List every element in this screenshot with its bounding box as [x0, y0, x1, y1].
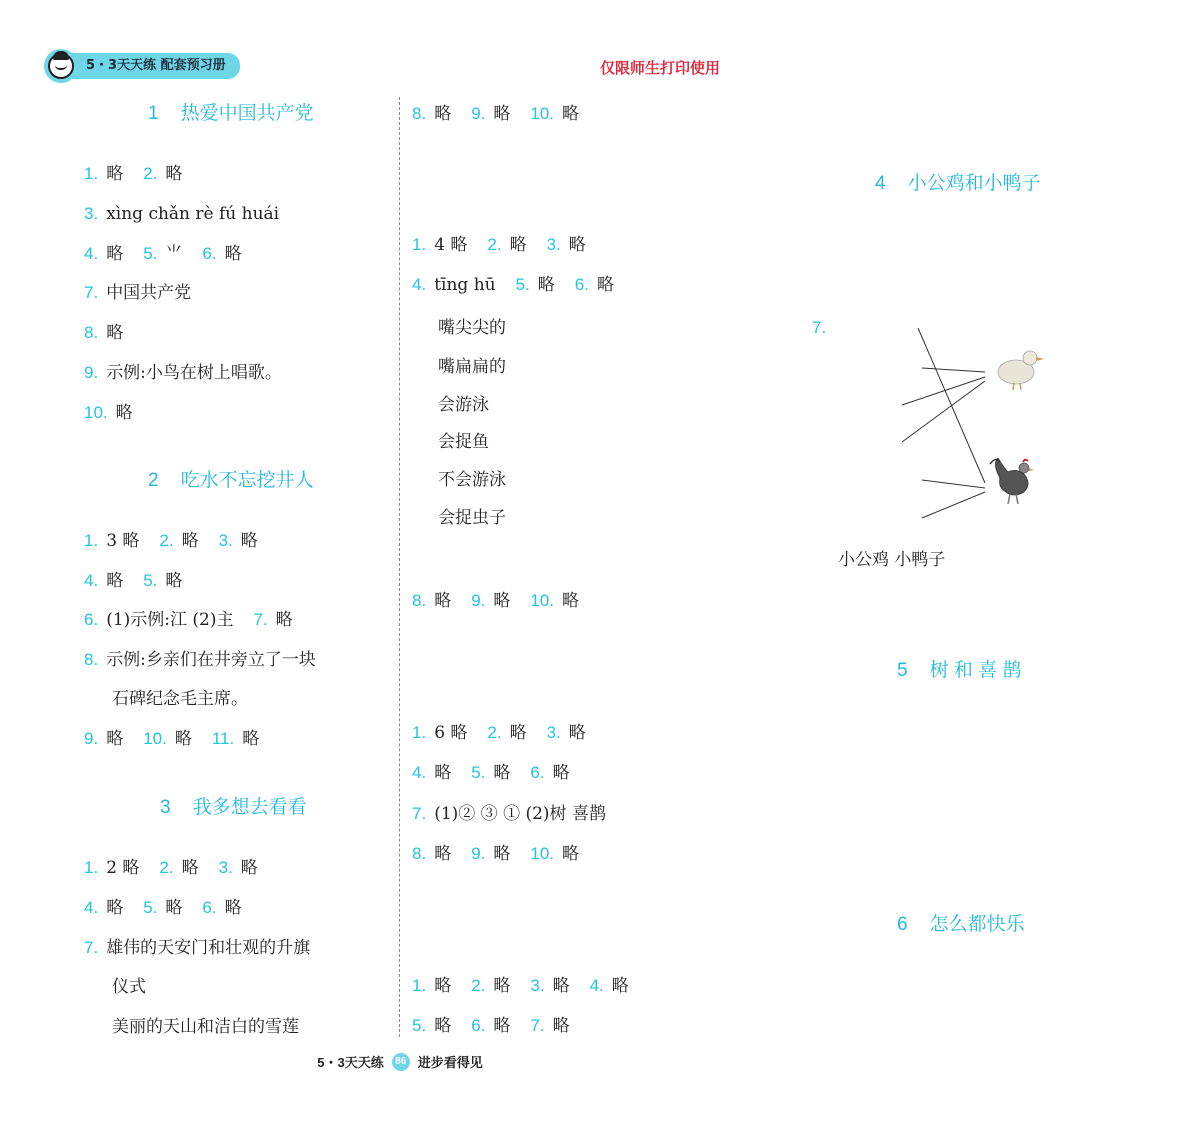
question-number: 5.: [515, 275, 530, 294]
lesson-5-title: 5 树 和 喜 鹊: [897, 660, 1022, 681]
answer-line: [84, 529, 258, 553]
answer-line: [84, 401, 133, 425]
question-number: 4.: [84, 243, 99, 263]
answer-text: 略: [596, 275, 614, 295]
question-number: 7.: [412, 803, 427, 823]
question-number: 10.: [143, 729, 167, 748]
answer-text: 略: [568, 723, 586, 743]
question-number: 1.: [412, 723, 427, 742]
page-number: 86: [392, 1053, 410, 1071]
answer-text: 中国共产党: [106, 283, 192, 304]
answer-text: 略: [493, 104, 511, 124]
answer-line: [84, 896, 242, 920]
question-number: 7.: [84, 283, 99, 303]
question-number: 8.: [412, 843, 427, 863]
question-number: 3.: [218, 531, 233, 550]
answer-text: 略: [240, 531, 258, 551]
question-number: 3.: [84, 203, 99, 223]
answer-text: 略: [562, 104, 580, 124]
answer-line: [84, 361, 282, 385]
answer-text: 略: [224, 243, 242, 264]
answer-text: 略: [115, 402, 133, 423]
question-number: 10.: [530, 591, 555, 610]
answer-text: 略: [562, 591, 580, 611]
footer-slogan: 进步看得见: [417, 1055, 483, 1070]
answer-text: 略: [434, 591, 452, 611]
question-number: 4.: [412, 275, 427, 294]
answer-text: 略: [174, 729, 192, 749]
answer-text: 示例:小鸟在树上唱歌。: [106, 363, 282, 383]
match-line: [922, 480, 985, 488]
answer-text: 略: [552, 763, 570, 784]
question-number: 6.: [574, 275, 589, 294]
question-number: 10.: [84, 402, 108, 422]
answer-line: [112, 687, 248, 711]
answer-line: [412, 589, 579, 613]
footer: [0, 1052, 800, 1071]
answer-text: 6 略: [434, 723, 468, 743]
answer-text: (1)示例:江 (2)主: [106, 610, 234, 631]
answer-text: 略: [106, 570, 124, 591]
answer-text: xìng chǎn rè fú huái: [106, 203, 280, 224]
answer-line: [412, 273, 614, 297]
match-item: 会游泳: [438, 395, 489, 415]
answer-text: 略: [434, 104, 452, 124]
question-number: 2.: [159, 858, 174, 877]
match-line: [902, 377, 985, 405]
answer-text: 略: [611, 976, 629, 996]
answer-text: 略: [106, 729, 124, 749]
question-number: 4.: [412, 763, 427, 783]
answer-line: [84, 648, 316, 672]
duckling-icon: [998, 351, 1044, 390]
answer-text: 4 略: [434, 235, 468, 255]
match-line: [902, 381, 985, 442]
question-number: 2.: [487, 235, 502, 254]
answer-text: 略: [165, 164, 183, 184]
question-number: 3.: [530, 976, 545, 995]
answer-line: [112, 1015, 299, 1039]
question-number: 9.: [84, 729, 99, 748]
answer-line: [84, 242, 242, 266]
answer-text: 2 略: [106, 858, 140, 878]
answer-text: 略: [242, 729, 260, 749]
answer-line: [112, 975, 146, 999]
question-number: 6.: [530, 763, 545, 783]
question-number: 1.: [412, 235, 427, 254]
answer-line: [84, 202, 279, 226]
question-number: 3.: [546, 235, 561, 254]
answer-text: 略: [434, 1016, 452, 1036]
answer-text: tīng hū: [434, 275, 496, 295]
question-number: 1.: [84, 531, 99, 550]
book-title: 5・3天天练 配套预习册: [68, 53, 240, 79]
answer-line: [412, 761, 570, 785]
animal-labels: 小公鸡 小鸭子: [838, 550, 946, 570]
question-number: 1.: [412, 976, 427, 995]
question-number: 4.: [84, 897, 99, 917]
question-number: 1.: [84, 164, 99, 183]
question-number: 1.: [84, 858, 99, 877]
answer-text: 略: [240, 858, 258, 878]
answer-line: [84, 727, 259, 751]
q7-number: 7.: [812, 318, 827, 337]
answer-text: 略: [106, 243, 124, 264]
question-number: 9.: [84, 363, 99, 382]
question-number: 9.: [471, 591, 486, 610]
answer-text: 略: [181, 858, 199, 878]
answer-text: 略: [224, 897, 242, 918]
question-number: 5.: [471, 763, 486, 783]
question-number: 2.: [159, 531, 174, 550]
answer-text: 略: [562, 843, 580, 864]
answer-text: 3 略: [106, 531, 140, 551]
question-number: 2.: [471, 976, 486, 995]
answer-line: [84, 936, 310, 960]
answer-text: 略: [434, 976, 452, 996]
answer-text: 略: [493, 976, 511, 996]
match-line: [922, 368, 985, 372]
answer-line: [84, 281, 191, 305]
lesson-1-title: 1 热爱中国共产党: [148, 103, 314, 124]
question-number: 8.: [84, 323, 99, 343]
question-number: 3.: [218, 858, 233, 877]
match-item: 不会游泳: [438, 470, 506, 490]
question-number: 9.: [471, 104, 486, 123]
answer-line: [84, 321, 123, 345]
question-number: 6.: [202, 897, 217, 917]
answer-line: [412, 842, 579, 866]
answer-text: (1)② ③ ① (2)树 喜鹊: [434, 803, 606, 824]
answer-text: 略: [106, 323, 124, 344]
answer-text: 略: [537, 275, 555, 295]
answer-text: 略: [493, 1016, 511, 1036]
lesson-3-title: 3 我多想去看看: [160, 797, 307, 818]
matching-lines: [400, 0, 1200, 1123]
answer-text: 略: [434, 763, 452, 784]
mascot-icon: [44, 49, 78, 83]
lesson-6-title: 6 怎么都快乐: [897, 914, 1025, 935]
question-number: 11.: [211, 729, 235, 748]
question-number: 8.: [412, 104, 427, 123]
header-badge: [44, 50, 240, 82]
question-number: 8.: [412, 591, 427, 610]
answer-text: 石碑纪念毛主席。: [112, 689, 248, 710]
question-number: 4.: [589, 976, 604, 995]
question-number: 2.: [487, 723, 502, 742]
answer-text: 仪式: [112, 977, 146, 998]
question-number: 6.: [471, 1016, 486, 1035]
answer-text: 美丽的天山和洁白的雪莲: [112, 1017, 299, 1038]
answer-text: ⺌: [165, 243, 183, 264]
question-number: 8.: [84, 649, 99, 669]
answer-line: [412, 802, 606, 826]
question-number: 2.: [143, 164, 158, 183]
answer-text: 略: [552, 976, 570, 996]
answer-text: 略: [434, 843, 452, 864]
answer-text: 略: [493, 763, 511, 784]
match-line: [922, 492, 985, 518]
answer-text: 略: [568, 235, 586, 255]
question-number: 4.: [84, 570, 99, 590]
answer-text: 雄伟的天安门和壮观的升旗: [106, 937, 311, 958]
footer-brand: 5・3天天练: [317, 1055, 384, 1070]
answer-line: [412, 974, 629, 998]
lesson-4-title: 4 小公鸡和小鸭子: [875, 173, 1041, 194]
question-number: 5.: [143, 570, 158, 590]
answer-text: 略: [181, 531, 199, 551]
answer-text: 略: [165, 897, 183, 918]
lesson-2-title: 2 吃水不忘挖井人: [148, 470, 314, 491]
match-item: 嘴扁扁的: [438, 357, 506, 377]
answer-line: [412, 1014, 570, 1038]
question-number: 7.: [253, 610, 268, 630]
question-number: 3.: [546, 723, 561, 742]
answer-text: 略: [106, 897, 124, 918]
question-number: 6.: [202, 243, 217, 263]
answer-line: [84, 162, 182, 186]
question-number: 5.: [143, 897, 158, 917]
question-number: 7.: [84, 937, 99, 957]
answer-text: 略: [106, 164, 124, 184]
match-item: 嘴尖尖的: [438, 318, 506, 338]
answer-line: [412, 233, 586, 257]
answer-line: [412, 102, 579, 126]
answer-line: [84, 569, 182, 593]
question-number: 7.: [530, 1016, 545, 1035]
question-number: 10.: [530, 843, 555, 863]
answer-text: 略: [509, 235, 527, 255]
question-number: 5.: [143, 243, 158, 263]
rooster-icon: [990, 458, 1034, 504]
answer-line: [412, 721, 586, 745]
question-number: 9.: [471, 843, 486, 863]
question-number: 10.: [530, 104, 555, 123]
match-item: 会捉虫子: [438, 508, 506, 528]
answer-line: [84, 856, 258, 880]
answer-text: 略: [493, 843, 511, 864]
answer-text: 略: [275, 610, 293, 631]
match-item: 会捉鱼: [438, 432, 489, 452]
question-number: 5.: [412, 1016, 427, 1035]
answer-line: [84, 608, 293, 632]
answer-text: 略: [493, 591, 511, 611]
answer-text: 略: [165, 570, 183, 591]
print-restriction: 仅限师生打印使用: [599, 59, 720, 77]
question-number: 6.: [84, 610, 99, 630]
answer-text: 略: [509, 723, 527, 743]
answer-text: 示例:乡亲们在井旁立了一块: [106, 649, 316, 670]
answer-text: 略: [552, 1016, 570, 1036]
